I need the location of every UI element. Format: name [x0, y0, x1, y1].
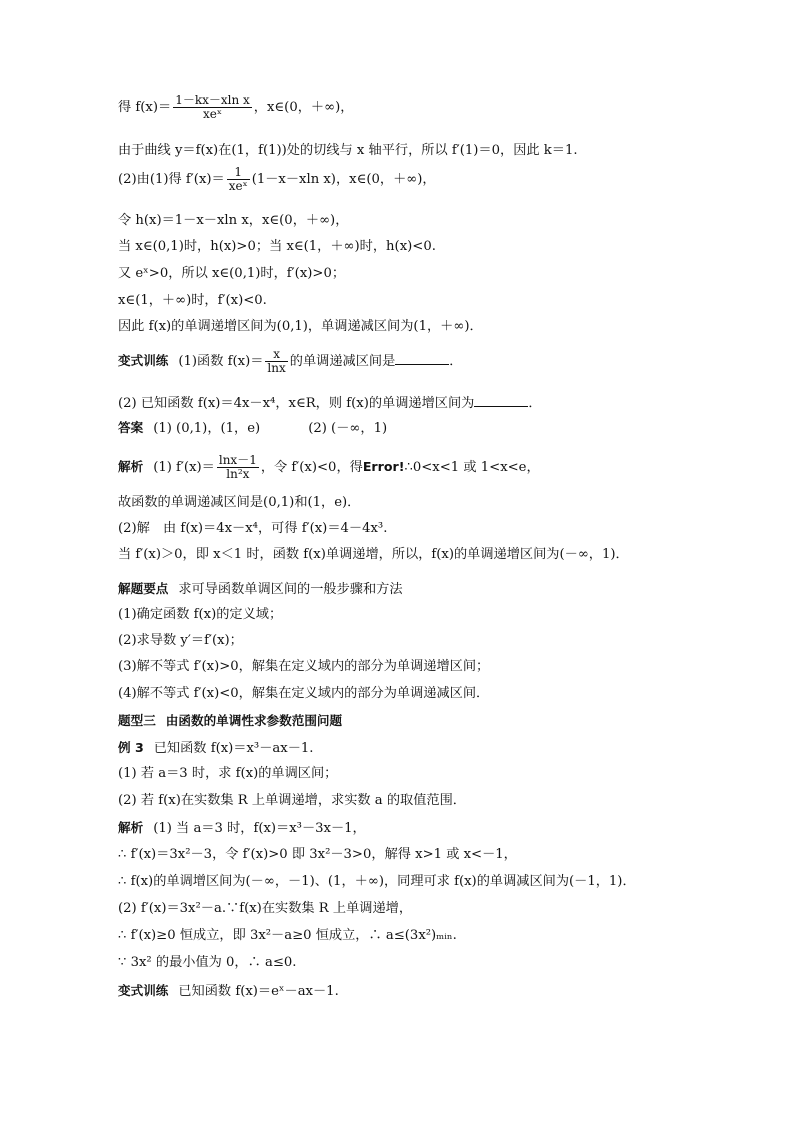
line-21 — [118, 712, 342, 731]
line-15: 当 f′(x)＞0，即 x＜1 时，函数 f(x)单调递增，所以，f(x)的单调递增区间为(－∞，1)． — [118, 547, 629, 562]
line-23: (1) 若 a＝3 时，求 f(x)的单调区间； — [118, 766, 338, 781]
line-20: (4)解不等式 f′(x)<0，解集在定义域内的部分为单调递减区间． — [118, 686, 490, 701]
line-27: ∴ f(x)的单调增区间为(－∞，－1)、(1，＋∞)，同理可求 f(x)的单调减区间为(－1，1)． — [118, 874, 636, 889]
line-9: 变式训练 (1)函数 f(x)＝ $\frac{x}{\ln x}$ 的单调递减区间是 ． — [118, 347, 463, 375]
fraction: $\frac{x}{\ln x}$ — [267, 347, 286, 375]
section-heading-label: 题型三 — [118, 713, 156, 728]
line-6: 又 eˣ>0，所以 x∈(0,1)时，f′(x)>0； — [118, 266, 346, 281]
line-25: 解析 (1) 当 a＝3 时，f(x)＝x³－3x－1， — [118, 820, 366, 836]
analysis-label: 解析 — [118, 459, 144, 474]
line-3: (2)由(1)得 f′(x)＝ $\frac{1}{\text{xeˣ}}$ (1－x－xln x)，x∈(0，＋∞)， — [118, 165, 436, 193]
analysis-label: 解析 — [118, 820, 144, 835]
line-1: 得 f(x)＝ $\frac{\text{1－kx－xln x}}{\text{xeˣ}}$ ，x∈(0，＋∞)， — [118, 93, 354, 121]
answer-blank — [395, 350, 449, 365]
line-19: (3)解不等式 f′(x)>0，解集在定义域内的部分为单调递增区间； — [118, 659, 490, 674]
line-12: 解析 (1) f′(x)＝ $\frac{\ln x-1}{\text{ln²x}}$ ，令 f′(x)<0，得Error!∴0<x<1 或 1<x<e， — [118, 453, 540, 481]
example-label: 例 3 — [118, 740, 144, 755]
line-4: 令 h(x)＝1－x－xln x，x∈(0，＋∞)， — [118, 213, 349, 228]
line-13: 故函数的单调递减区间是(0,1)和(1，e)． — [118, 495, 361, 510]
line-14: (2)解 由 f(x)＝4x－x⁴，可得 f′(x)＝4－4x³. — [118, 521, 388, 536]
key-points-label: 解题要点 — [118, 581, 169, 596]
fraction: $\frac{\ln x-1}{\text{ln²x}}$ — [218, 453, 257, 481]
line-31: 变式训练 已知函数 f(x)＝eˣ－ax－1. — [118, 983, 339, 999]
line-11: 答案 (1) (0,1)，(1，e) (2) (－∞，1) — [118, 420, 388, 436]
line-26: ∴ f′(x)＝3x²－3，令 f′(x)>0 即 3x²－3>0，解得 x>1 或 x<－1， — [118, 847, 517, 862]
fraction: $\frac{\text{1－kx－xln x}}{\text{xeˣ}}$ — [175, 93, 250, 121]
answer-label: 答案 — [118, 420, 144, 435]
line-16: 解题要点 求可导函数单调区间的一般步骤和方法 — [118, 581, 403, 597]
answer-blank — [474, 392, 528, 407]
line-18: (2)求导数 y′＝f′(x)； — [118, 633, 243, 648]
line-2: 由于曲线 y＝f(x)在(1，f(1))处的切线与 x 轴平行，所以 f′(1)＝0，因此 k＝1. — [118, 143, 578, 158]
line-7: x∈(1，＋∞)时，f′(x)<0. — [118, 293, 267, 308]
line-28: (2) f′(x)＝3x²－a.∵f(x)在实数集 R 上单调递增， — [118, 901, 413, 916]
line-29: ∴ f′(x)≥0 恒成立，即 3x²－a≥0 恒成立，∴ a≤(3x²)ₘᵢₙ. — [118, 928, 457, 943]
line-24: (2) 若 f(x)在实数集 R 上单调递增，求实数 a 的取值范围． — [118, 793, 466, 808]
line-17: (1)确定函数 f(x)的定义域； — [118, 607, 283, 622]
line-30: ∵ 3x² 的最小值为 0，∴ a≤0. — [118, 955, 297, 970]
line-10: (2) 已知函数 f(x)＝4x－x⁴，x∈R，则 f(x)的单调递增区间为 ． — [118, 392, 542, 413]
line-22: 例 3 已知函数 f(x)＝x³－ax－1. — [118, 740, 314, 756]
fraction: $\frac{1}{\text{xeˣ}}$ — [228, 165, 248, 193]
line-8: 因此 f(x)的单调递增区间为(0,1)，单调递减区间为(1，＋∞)． — [118, 319, 483, 334]
section-label: 变式训练 — [118, 353, 169, 368]
section-label: 变式训练 — [118, 983, 169, 998]
section-heading: 由函数的单调性求参数范围问题 — [165, 713, 343, 728]
line-5: 当 x∈(0,1)时，h(x)>0；当 x∈(1，＋∞)时，h(x)<0. — [118, 239, 436, 254]
error-text: Error! — [362, 459, 405, 474]
